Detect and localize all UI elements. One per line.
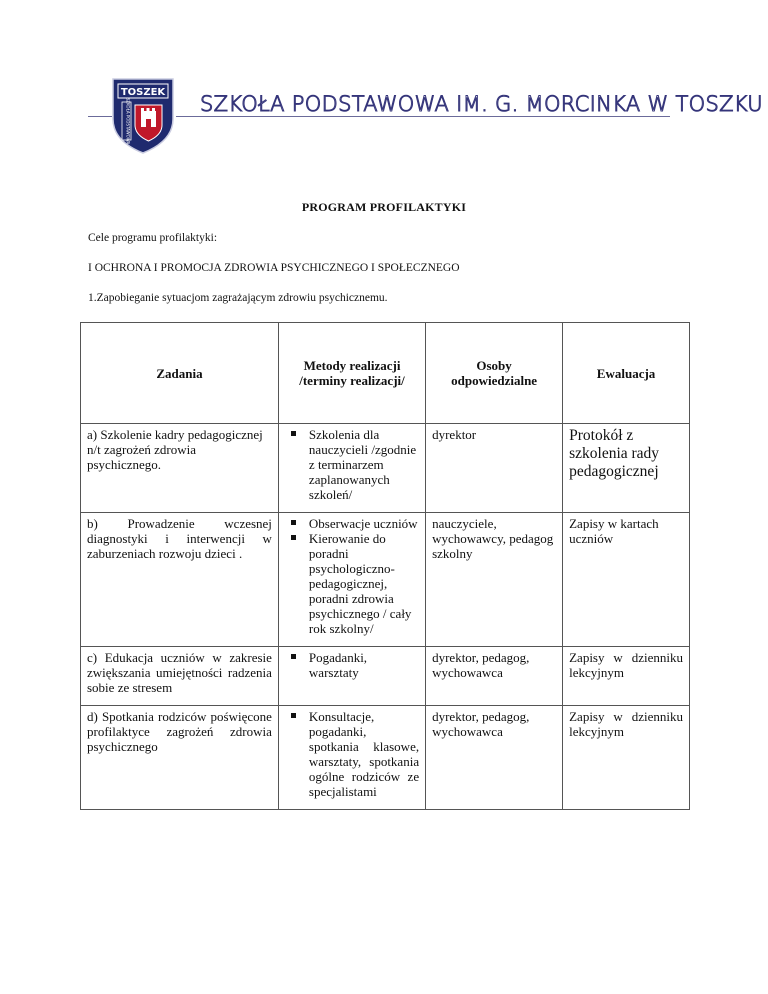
crest-side-text: SZKOŁA PODSTAWOWA [125, 97, 131, 145]
header-methods: Metody realizacji /terminy realizacji/ [278, 323, 425, 424]
evaluation-cell: Zapisy w dzienniku lekcyjnym [563, 647, 690, 706]
persons-cell: dyrektor, pedagog, wychowawca [426, 647, 563, 706]
method-item: Pogadanki, warsztaty [309, 650, 419, 680]
header-persons: Osoby odpowiedzialne [426, 323, 563, 424]
persons-cell: nauczyciele, wychowawcy, pedagog szkolny [426, 513, 563, 647]
school-name: SZKOŁA PODSTAWOWA IM. G. MORCINKA W TOSZKU [200, 92, 763, 116]
evaluation-cell: Protokół z szkolenia rady pedagogicznej [563, 424, 690, 513]
table-row [81, 424, 690, 513]
document-title: PROGRAM PROFILAKTYKI [301, 200, 467, 214]
crest-title: TOSZEK [120, 87, 166, 98]
header-evaluation: Ewaluacja [563, 323, 690, 424]
method-item: Kierowanie do poradni psychologiczno-pedagogicznej, poradni zdrowia psychicznego / cały rok szkolny/ [309, 531, 419, 636]
section-heading: I OCHRONA I PROMOCJA ZDROWIA PSYCHICZNEGO I SPOŁECZNEGO [88, 262, 460, 274]
evaluation-cell: Zapisy w kartach uczniów [563, 513, 690, 647]
task-cell: d) Spotkania rodziców poświęcone profilaktyce zagrożeń zdrowia psychicznego [81, 706, 279, 810]
table-header-row [81, 323, 690, 424]
letterhead [0, 0, 768, 170]
methods-cell [278, 706, 425, 810]
persons-cell: dyrektor, pedagog, wychowawca [426, 706, 563, 810]
goals-label: Cele programu profilaktyki: [88, 232, 218, 244]
header-rule-left [88, 116, 112, 117]
header-tasks: Zadania [81, 323, 279, 424]
task-cell: b) Prowadzenie wczesnej diagnostyki i interwencji w zaburzeniach rozwoju dzieci . [81, 513, 279, 647]
school-crest-icon [110, 75, 176, 155]
method-item: Konsultacje, pogadanki, spotkania klasowe, warsztaty, spotkania ogólne rodziców ze specjalistami [308, 709, 420, 799]
prevention-table [80, 322, 690, 810]
subsection-heading: 1.Zapobieganie sytuacjom zagrażającym zdrowiu psychicznemu. [88, 292, 388, 304]
task-cell: c) Edukacja uczniów w zakresie zwiększania umiejętności radzenia sobie ze stresem [81, 647, 279, 706]
table-row [81, 513, 690, 647]
method-item: Szkolenia dla nauczycieli /zgodnie z terminarzem zaplanowanych szkoleń/ [309, 427, 419, 502]
methods-cell [278, 513, 425, 647]
table-row [81, 706, 690, 810]
method-item: Obserwacje uczniów [308, 516, 418, 531]
evaluation-cell: Zapisy w dzienniku lekcyjnym [563, 706, 690, 810]
header-rule-right [176, 116, 670, 117]
persons-cell: dyrektor [426, 424, 563, 513]
table-row [81, 647, 690, 706]
methods-cell [278, 647, 425, 706]
task-cell: a) Szkolenie kadry pedagogicznej n/t zagrożeń zdrowia psychicznego. [81, 424, 279, 513]
methods-cell [278, 424, 425, 513]
